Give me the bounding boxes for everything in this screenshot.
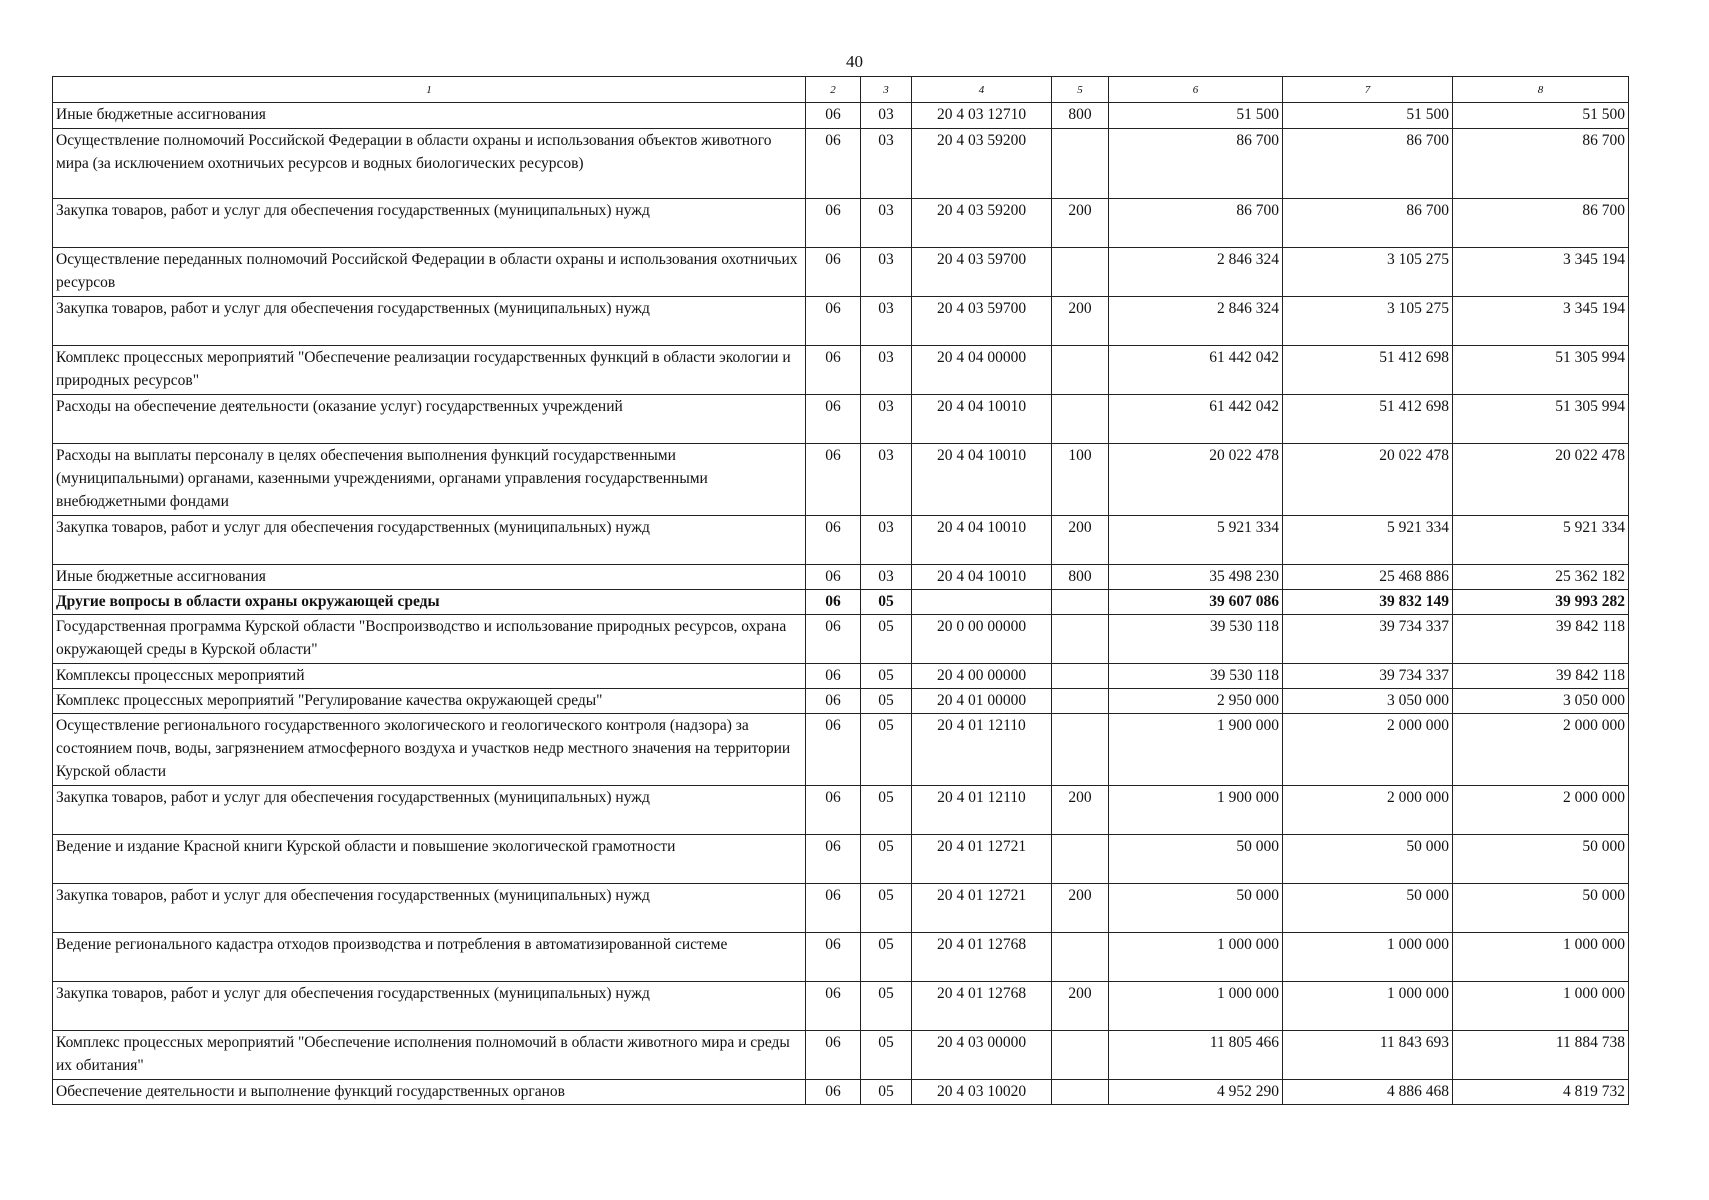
target-article-cell: 20 4 01 12768 <box>912 982 1052 1031</box>
row-name-cell: Комплекс процессных мероприятий "Обеспечение реализации государственных функций в области экологии и природных ресурсов" <box>53 346 806 395</box>
expense-type-cell <box>1052 1080 1109 1105</box>
table-row <box>53 1080 1629 1105</box>
amount-year3-cell: 51 305 994 <box>1453 395 1629 444</box>
amount-year2-cell: 51 500 <box>1283 103 1453 129</box>
expense-type-cell <box>1052 1031 1109 1080</box>
subsection-code-cell: 05 <box>861 590 912 615</box>
amount-year2-cell: 2 000 000 <box>1283 714 1453 786</box>
table-row <box>53 664 1629 689</box>
amount-year1-cell: 1 000 000 <box>1109 982 1283 1031</box>
target-article-cell: 20 0 00 00000 <box>912 615 1052 664</box>
amount-year2-cell: 25 468 886 <box>1283 565 1453 590</box>
subsection-code-cell: 05 <box>861 615 912 664</box>
amount-year1-cell: 39 530 118 <box>1109 615 1283 664</box>
table-row <box>53 982 1629 1031</box>
amount-year2-cell: 51 412 698 <box>1283 346 1453 395</box>
row-name-cell: Расходы на выплаты персоналу в целях обеспечения выполнения функций государственными (муниципальными) органами, казенными учреждениями, органами управления государственными внебюджетными фондами <box>53 444 806 516</box>
subsection-code-cell: 05 <box>861 982 912 1031</box>
amount-year2-cell: 39 832 149 <box>1283 590 1453 615</box>
table-row <box>53 884 1629 933</box>
subsection-code-cell: 05 <box>861 689 912 714</box>
amount-year3-cell: 4 819 732 <box>1453 1080 1629 1105</box>
expense-type-cell: 100 <box>1052 444 1109 516</box>
subsection-code-cell: 05 <box>861 1031 912 1080</box>
amount-year3-cell: 86 700 <box>1453 129 1629 199</box>
row-name-cell: Закупка товаров, работ и услуг для обеспечения государственных (муниципальных) нужд <box>53 786 806 835</box>
amount-year3-cell: 86 700 <box>1453 199 1629 248</box>
table-row <box>53 933 1629 982</box>
amount-year2-cell: 86 700 <box>1283 129 1453 199</box>
section-code-cell: 06 <box>806 297 861 346</box>
amount-year1-cell: 2 950 000 <box>1109 689 1283 714</box>
amount-year1-cell: 20 022 478 <box>1109 444 1283 516</box>
subsection-code-cell: 05 <box>861 664 912 689</box>
amount-year1-cell: 39 607 086 <box>1109 590 1283 615</box>
amount-year1-cell: 50 000 <box>1109 835 1283 884</box>
expense-type-cell <box>1052 248 1109 297</box>
amount-year2-cell: 39 734 337 <box>1283 615 1453 664</box>
row-name-cell: Комплексы процессных мероприятий <box>53 664 806 689</box>
amount-year1-cell: 61 442 042 <box>1109 395 1283 444</box>
subsection-code-cell: 03 <box>861 199 912 248</box>
amount-year3-cell: 11 884 738 <box>1453 1031 1629 1080</box>
table-row <box>53 346 1629 395</box>
amount-year1-cell: 1 900 000 <box>1109 714 1283 786</box>
expense-type-cell <box>1052 346 1109 395</box>
subsection-code-cell: 03 <box>861 346 912 395</box>
row-name-cell: Ведение регионального кадастра отходов производства и потребления в автоматизированной системе <box>53 933 806 982</box>
expense-type-cell: 800 <box>1052 565 1109 590</box>
amount-year3-cell: 2 000 000 <box>1453 714 1629 786</box>
row-name-cell: Комплекс процессных мероприятий "Обеспечение исполнения полномочий в области животного мира и среды их обитания" <box>53 1031 806 1080</box>
section-code-cell: 06 <box>806 1031 861 1080</box>
expense-type-cell: 200 <box>1052 516 1109 565</box>
table-row <box>53 444 1629 516</box>
row-name-cell: Расходы на обеспечение деятельности (оказание услуг) государственных учреждений <box>53 395 806 444</box>
amount-year2-cell: 3 050 000 <box>1283 689 1453 714</box>
target-article-cell <box>912 590 1052 615</box>
section-code-cell: 06 <box>806 982 861 1031</box>
amount-year3-cell: 39 842 118 <box>1453 615 1629 664</box>
amount-year1-cell: 1 900 000 <box>1109 786 1283 835</box>
column-number: 8 <box>1453 77 1629 103</box>
target-article-cell: 20 4 03 12710 <box>912 103 1052 129</box>
section-code-cell: 06 <box>806 199 861 248</box>
row-name-cell: Осуществление полномочий Российской Федерации в области охраны и использования объектов животного мира (за исключением охотничьих ресурсов и водных биологических ресурсов) <box>53 129 806 199</box>
amount-year1-cell: 86 700 <box>1109 129 1283 199</box>
table-row <box>53 516 1629 565</box>
amount-year1-cell: 2 846 324 <box>1109 297 1283 346</box>
amount-year1-cell: 39 530 118 <box>1109 664 1283 689</box>
column-number: 3 <box>861 77 912 103</box>
table-row <box>53 786 1629 835</box>
amount-year3-cell: 50 000 <box>1453 835 1629 884</box>
expense-type-cell: 200 <box>1052 297 1109 346</box>
budget-table <box>52 76 1629 1105</box>
section-code-cell: 06 <box>806 129 861 199</box>
amount-year2-cell: 2 000 000 <box>1283 786 1453 835</box>
amount-year2-cell: 1 000 000 <box>1283 982 1453 1031</box>
target-article-cell: 20 4 03 10020 <box>912 1080 1052 1105</box>
amount-year1-cell: 35 498 230 <box>1109 565 1283 590</box>
section-code-cell: 06 <box>806 395 861 444</box>
section-code-cell: 06 <box>806 714 861 786</box>
expense-type-cell <box>1052 689 1109 714</box>
target-article-cell: 20 4 04 10010 <box>912 444 1052 516</box>
column-number: 2 <box>806 77 861 103</box>
subsection-code-cell: 03 <box>861 248 912 297</box>
section-code-cell: 06 <box>806 590 861 615</box>
row-name-cell: Закупка товаров, работ и услуг для обеспечения государственных (муниципальных) нужд <box>53 297 806 346</box>
amount-year2-cell: 51 412 698 <box>1283 395 1453 444</box>
amount-year3-cell: 3 345 194 <box>1453 297 1629 346</box>
expense-type-cell: 800 <box>1052 103 1109 129</box>
subsection-code-cell: 03 <box>861 516 912 565</box>
amount-year1-cell: 4 952 290 <box>1109 1080 1283 1105</box>
section-code-cell: 06 <box>806 444 861 516</box>
row-name-cell: Ведение и издание Красной книги Курской области и повышение экологической грамотности <box>53 835 806 884</box>
page-number: 40 <box>846 52 863 71</box>
table-row <box>53 565 1629 590</box>
target-article-cell: 20 4 01 12721 <box>912 835 1052 884</box>
table-row <box>53 248 1629 297</box>
section-code-cell: 06 <box>806 565 861 590</box>
target-article-cell: 20 4 04 00000 <box>912 346 1052 395</box>
row-name-cell: Другие вопросы в области охраны окружающей среды <box>53 590 806 615</box>
expense-type-cell <box>1052 129 1109 199</box>
section-code-cell: 06 <box>806 884 861 933</box>
target-article-cell: 20 4 04 10010 <box>912 395 1052 444</box>
amount-year2-cell: 3 105 275 <box>1283 248 1453 297</box>
amount-year1-cell: 51 500 <box>1109 103 1283 129</box>
amount-year2-cell: 86 700 <box>1283 199 1453 248</box>
row-name-cell: Государственная программа Курской области "Воспроизводство и использование природных ресурсов, охрана окружающей среды в Курской области" <box>53 615 806 664</box>
section-code-cell: 06 <box>806 248 861 297</box>
target-article-cell: 20 4 01 12721 <box>912 884 1052 933</box>
expense-type-cell: 200 <box>1052 982 1109 1031</box>
target-article-cell: 20 4 04 10010 <box>912 565 1052 590</box>
section-code-cell: 06 <box>806 103 861 129</box>
amount-year2-cell: 4 886 468 <box>1283 1080 1453 1105</box>
expense-type-cell: 200 <box>1052 786 1109 835</box>
amount-year2-cell: 50 000 <box>1283 835 1453 884</box>
amount-year3-cell: 50 000 <box>1453 884 1629 933</box>
amount-year1-cell: 2 846 324 <box>1109 248 1283 297</box>
amount-year3-cell: 3 345 194 <box>1453 248 1629 297</box>
amount-year3-cell: 1 000 000 <box>1453 933 1629 982</box>
table-row <box>53 714 1629 786</box>
column-number: 7 <box>1283 77 1453 103</box>
amount-year1-cell: 11 805 466 <box>1109 1031 1283 1080</box>
table-row <box>53 395 1629 444</box>
subsection-code-cell: 05 <box>861 714 912 786</box>
target-article-cell: 20 4 01 12768 <box>912 933 1052 982</box>
target-article-cell: 20 4 00 00000 <box>912 664 1052 689</box>
subsection-code-cell: 03 <box>861 129 912 199</box>
row-name-cell: Обеспечение деятельности и выполнение функций государственных органов <box>53 1080 806 1105</box>
target-article-cell: 20 4 04 10010 <box>912 516 1052 565</box>
section-code-cell: 06 <box>806 664 861 689</box>
subsection-code-cell: 05 <box>861 786 912 835</box>
subsection-code-cell: 03 <box>861 395 912 444</box>
amount-year3-cell: 39 842 118 <box>1453 664 1629 689</box>
row-name-cell: Осуществление регионального государственного экологического и геологического контроля (надзора) за состоянием почв, воды, загрязнением атмосферного воздуха и участков недр местного значения на территории Курской области <box>53 714 806 786</box>
amount-year2-cell: 39 734 337 <box>1283 664 1453 689</box>
amount-year2-cell: 5 921 334 <box>1283 516 1453 565</box>
column-number-row <box>53 77 1629 103</box>
target-article-cell: 20 4 01 00000 <box>912 689 1052 714</box>
amount-year3-cell: 2 000 000 <box>1453 786 1629 835</box>
table-row <box>53 297 1629 346</box>
amount-year3-cell: 51 500 <box>1453 103 1629 129</box>
amount-year1-cell: 86 700 <box>1109 199 1283 248</box>
expense-type-cell <box>1052 590 1109 615</box>
column-number: 4 <box>912 77 1052 103</box>
column-number: 5 <box>1052 77 1109 103</box>
amount-year3-cell: 3 050 000 <box>1453 689 1629 714</box>
section-code-cell: 06 <box>806 689 861 714</box>
amount-year3-cell: 1 000 000 <box>1453 982 1629 1031</box>
table-row <box>53 199 1629 248</box>
target-article-cell: 20 4 03 00000 <box>912 1031 1052 1080</box>
amount-year3-cell: 25 362 182 <box>1453 565 1629 590</box>
expense-type-cell <box>1052 395 1109 444</box>
expense-type-cell: 200 <box>1052 199 1109 248</box>
amount-year1-cell: 1 000 000 <box>1109 933 1283 982</box>
row-name-cell: Закупка товаров, работ и услуг для обеспечения государственных (муниципальных) нужд <box>53 199 806 248</box>
column-number: 6 <box>1109 77 1283 103</box>
section-code-cell: 06 <box>806 786 861 835</box>
table-row <box>53 615 1629 664</box>
section-code-cell: 06 <box>806 1080 861 1105</box>
amount-year2-cell: 20 022 478 <box>1283 444 1453 516</box>
column-number: 1 <box>53 77 806 103</box>
section-code-cell: 06 <box>806 615 861 664</box>
target-article-cell: 20 4 03 59200 <box>912 199 1052 248</box>
table-row <box>53 1031 1629 1080</box>
section-code-cell: 06 <box>806 933 861 982</box>
row-name-cell: Иные бюджетные ассигнования <box>53 103 806 129</box>
subsection-code-cell: 05 <box>861 933 912 982</box>
amount-year2-cell: 50 000 <box>1283 884 1453 933</box>
section-code-cell: 06 <box>806 516 861 565</box>
amount-year1-cell: 61 442 042 <box>1109 346 1283 395</box>
row-name-cell: Осуществление переданных полномочий Российской Федерации в области охраны и использования охотничьих ресурсов <box>53 248 806 297</box>
table-row <box>53 689 1629 714</box>
section-code-cell: 06 <box>806 835 861 884</box>
row-name-cell: Закупка товаров, работ и услуг для обеспечения государственных (муниципальных) нужд <box>53 884 806 933</box>
subsection-code-cell: 05 <box>861 835 912 884</box>
table-row <box>53 129 1629 199</box>
expense-type-cell <box>1052 714 1109 786</box>
target-article-cell: 20 4 01 12110 <box>912 714 1052 786</box>
target-article-cell: 20 4 03 59200 <box>912 129 1052 199</box>
expense-type-cell <box>1052 835 1109 884</box>
amount-year1-cell: 5 921 334 <box>1109 516 1283 565</box>
row-name-cell: Закупка товаров, работ и услуг для обеспечения государственных (муниципальных) нужд <box>53 982 806 1031</box>
subsection-code-cell: 03 <box>861 297 912 346</box>
table-row <box>53 835 1629 884</box>
target-article-cell: 20 4 01 12110 <box>912 786 1052 835</box>
subsection-code-cell: 05 <box>861 1080 912 1105</box>
amount-year3-cell: 51 305 994 <box>1453 346 1629 395</box>
amount-year1-cell: 50 000 <box>1109 884 1283 933</box>
expense-type-cell <box>1052 933 1109 982</box>
amount-year3-cell: 5 921 334 <box>1453 516 1629 565</box>
amount-year2-cell: 1 000 000 <box>1283 933 1453 982</box>
expense-type-cell <box>1052 615 1109 664</box>
table-row <box>53 590 1629 615</box>
target-article-cell: 20 4 03 59700 <box>912 248 1052 297</box>
row-name-cell: Комплекс процессных мероприятий "Регулирование качества окружающей среды" <box>53 689 806 714</box>
table-row <box>53 103 1629 129</box>
row-name-cell: Иные бюджетные ассигнования <box>53 565 806 590</box>
expense-type-cell: 200 <box>1052 884 1109 933</box>
row-name-cell: Закупка товаров, работ и услуг для обеспечения государственных (муниципальных) нужд <box>53 516 806 565</box>
expense-type-cell <box>1052 664 1109 689</box>
target-article-cell: 20 4 03 59700 <box>912 297 1052 346</box>
subsection-code-cell: 05 <box>861 884 912 933</box>
subsection-code-cell: 03 <box>861 565 912 590</box>
amount-year2-cell: 11 843 693 <box>1283 1031 1453 1080</box>
subsection-code-cell: 03 <box>861 444 912 516</box>
section-code-cell: 06 <box>806 346 861 395</box>
amount-year2-cell: 3 105 275 <box>1283 297 1453 346</box>
amount-year3-cell: 20 022 478 <box>1453 444 1629 516</box>
amount-year3-cell: 39 993 282 <box>1453 590 1629 615</box>
subsection-code-cell: 03 <box>861 103 912 129</box>
